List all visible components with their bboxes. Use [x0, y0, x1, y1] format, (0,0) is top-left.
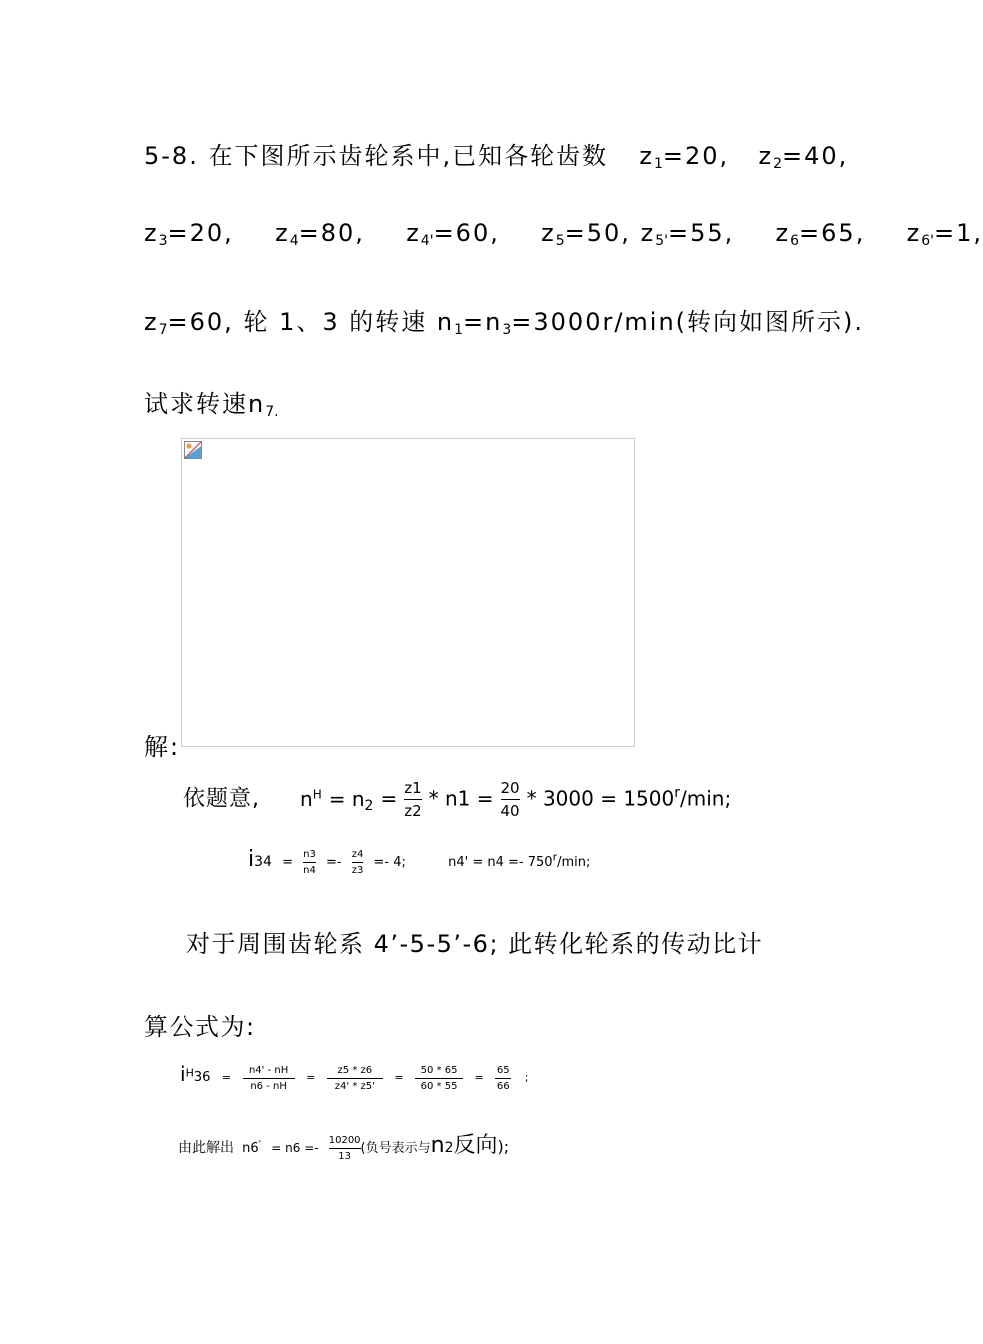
equals: =: [394, 1071, 404, 1084]
z2: $z_2=40$,: [758, 142, 849, 172]
times-n1: * n1 =: [428, 786, 494, 811]
equals: =: [474, 1071, 484, 1084]
equals-neg: =-: [325, 855, 342, 870]
problem-line-3: [144, 302, 864, 338]
speed-text: 轮 1、3 的转速: [243, 308, 428, 336]
z5: $z_5=50$,: [541, 219, 631, 249]
fraction-z4-z3: $\frac{z4}{z3}$: [351, 849, 364, 876]
note-close: );: [497, 1137, 510, 1156]
n6-prime: n6': [242, 1139, 262, 1156]
semicolon: ;: [524, 1071, 529, 1084]
question-text: 试求转速: [144, 390, 248, 418]
fraction-n3-n4: $\frac{n3}{n4}$: [303, 849, 316, 876]
broken-image-icon: [184, 441, 202, 459]
fraction-numeric: $\frac{50 * 65}{60 * 55}$: [415, 1065, 463, 1092]
z7: $z_7=60$,: [144, 308, 234, 338]
step-3: [180, 1062, 528, 1092]
problem-line-1: [144, 136, 848, 172]
fraction-20-40: $\frac{20}{40}$: [500, 779, 520, 820]
direction-text: 反向: [453, 1133, 498, 1158]
fraction-n-ratio: $\frac{n4' - nH}{n6 - nH}$: [243, 1065, 295, 1092]
z1: $z_1=20$,: [639, 142, 730, 172]
n7: $n_{7.}$: [248, 390, 279, 420]
step1-lead: 依题意,: [183, 786, 260, 812]
fraction-65-66: $\frac{65}{66}$: [496, 1064, 510, 1092]
equals: =: [221, 1071, 232, 1084]
equals-n6: = n6 =-: [271, 1141, 319, 1155]
result-1500: * 3000 = 1500: [526, 786, 675, 811]
problem-lead: 5-8. 在下图所示齿轮系中,已知各轮齿数: [144, 142, 609, 170]
step-1: [183, 779, 731, 820]
unit-min: /min;: [680, 786, 732, 811]
equals: =: [306, 1071, 316, 1084]
paragraph-line-1: 对于周围齿轮系 4’-5-5’-6; 此转化轮系的传动比计: [186, 930, 764, 958]
z4: $z_4=80$,: [275, 219, 365, 249]
n2-ref: n2: [430, 1133, 454, 1158]
note-open: (负号表示与: [360, 1141, 431, 1156]
fraction-10200-13: $\frac{10200}{13}$: [328, 1135, 361, 1162]
gear-train-figure: [181, 438, 635, 747]
fraction-z1-z2: $\frac{z1}{z2}$: [404, 779, 422, 820]
solution-label: 解:: [144, 733, 181, 761]
iH36: $i^H36$: [180, 1062, 211, 1086]
i34: i34: [248, 847, 272, 872]
nH: $n^H$: [300, 786, 322, 811]
result-neg4: =- 4;: [373, 855, 406, 870]
fraction-z-ratio: $\frac{z5 * z6}{z4' * z5'}$: [327, 1065, 383, 1092]
z4-prime: $z_{4'}=60$,: [406, 219, 500, 249]
equals: =: [380, 786, 398, 811]
eq-n2: = $n_2$: [328, 786, 374, 814]
unit-r: r: [674, 785, 680, 802]
unit-min: /min;: [557, 855, 591, 870]
problem-line-2: [144, 219, 983, 249]
z3: $z_3=20$,: [144, 219, 234, 249]
n4-value: n4' = n4 =- 750: [448, 855, 553, 870]
paragraph-line-2: 算公式为:: [144, 1013, 256, 1041]
n1-n3: $n_1=n_3=3000r/\min$(转向如图所示).: [436, 308, 865, 338]
solve-lead: 由此解出: [178, 1140, 234, 1156]
z6-prime: $z_{6'}=1$,: [906, 219, 983, 249]
z6: $z_6=65$,: [775, 219, 866, 249]
step-2: [248, 847, 590, 876]
problem-line-4: [144, 384, 279, 420]
z5-prime: $z_{5'}=55$,: [640, 219, 735, 249]
step-4: [178, 1128, 509, 1162]
unit-r: r: [552, 850, 558, 864]
equals: =: [282, 855, 293, 870]
